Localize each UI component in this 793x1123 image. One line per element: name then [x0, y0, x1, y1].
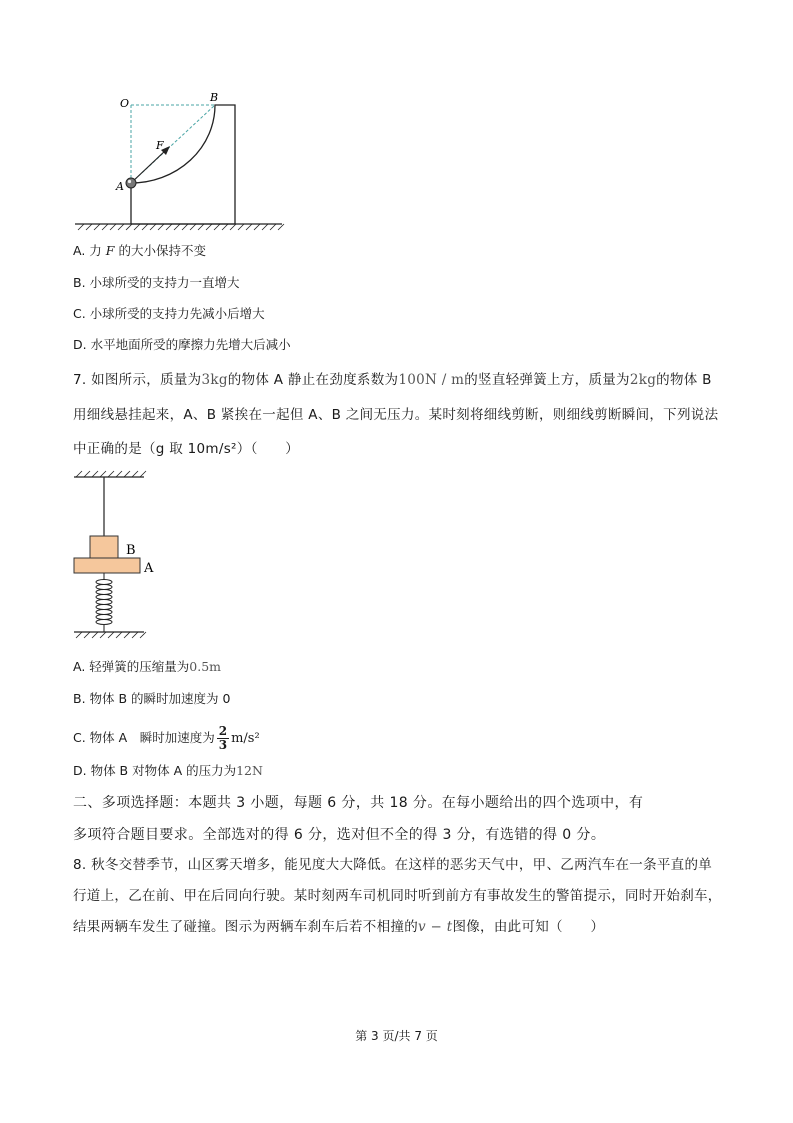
q6-option-a-prefix: A. 力: [73, 243, 102, 258]
q7-figure: [70, 468, 170, 643]
q7-option-d-text: D. 物体 B 对物体 A 的压力为: [73, 763, 237, 778]
q7-option-c-fraction: [217, 725, 229, 752]
q8-line3-part2: 图像，由此可知（ ）: [452, 919, 605, 935]
q7-line1-part3: 的竖直轻弹簧上方，质量为: [464, 372, 630, 388]
block-b: [90, 536, 118, 558]
q7-k-value: 100N / m: [398, 372, 465, 388]
q6-option-a: [73, 242, 206, 260]
ball: [126, 178, 136, 188]
q7-stem-line1: [73, 371, 712, 389]
label-b: B: [210, 91, 219, 104]
q6-option-a-var: F: [105, 243, 115, 258]
q8-line3-part1: 结果两辆车发生了碰撞。图示为两辆车刹车后若不相撞的: [73, 919, 418, 935]
curved-block: [131, 105, 235, 224]
floor-hatch: [76, 632, 146, 638]
page-footer: 第 3 页/共 7 页: [355, 1029, 438, 1043]
q7-option-a-text: A. 轻弹簧的压缩量为: [73, 659, 190, 674]
q7-option-c-numerator: 2: [218, 724, 228, 738]
q7-mass-b: 2kg: [629, 372, 657, 388]
q7-stem-line3: 中正确的是（g 取 10m/s²）（ ）: [73, 441, 300, 457]
section2-heading-line2: 多项符合题目要求。全部选对的得 6 分，选对但不全的得 3 分，有选错的得 0 分。: [73, 827, 606, 843]
q7-option-d-value: 12N: [236, 763, 263, 778]
q8-vt-symbol: v − t: [418, 919, 453, 935]
label-a: A: [116, 180, 124, 193]
block-b-label: B: [126, 543, 136, 558]
label-f: F: [156, 139, 164, 152]
q7-option-a-value: 0.5m: [189, 659, 222, 674]
block-a-label: A: [144, 561, 154, 576]
q7-option-c: [73, 718, 260, 759]
q7-option-c-unit: m/s²: [231, 731, 260, 746]
q8-stem-line1: 8. 秋冬交替季节，山区雾天增多，能见度大大降低。在这样的恶劣天气中，甲、乙两汽车在一条平直的单: [73, 857, 713, 873]
q7-line1-part2: 的物体 A 静止在劲度系数为: [227, 372, 399, 388]
ceiling-hatch: [76, 471, 146, 477]
q6-figure: [70, 88, 290, 233]
q6-option-b: B. 小球所受的支持力一直增大: [73, 275, 240, 290]
q7-mass-a: 3kg: [201, 372, 228, 388]
spring: [96, 573, 112, 632]
q7-stem-line2: 用细线悬挂起来，A、B 紧挨在一起但 A、B 之间无压力。某时刻将细线剪断，则细线剪断瞬间，下列说法: [73, 407, 719, 423]
q6-option-d: D. 水平地面所受的摩擦力先增大后减小: [73, 337, 291, 352]
q7-line1-part1: 7. 如图所示，质量为: [73, 372, 202, 388]
q6-option-a-suffix: 的大小保持不变: [118, 243, 206, 258]
ground-hatch: [78, 224, 284, 230]
section2-heading-line1: 二、多项选择题：本题共 3 小题，每题 6 分，共 18 分。在每小题给出的四个选项中，有: [73, 795, 644, 811]
ball-highlight: [128, 180, 131, 183]
q7-line1-part4: 的物体 B: [656, 372, 712, 388]
q8-stem-line2: 行道上，乙在前、甲在后同向行驶。某时刻两车司机同时听到前方有事故发生的警笛提示，同时开始刹车，: [73, 888, 722, 904]
q7-option-d: [73, 762, 263, 780]
q7-option-c-denominator: 3: [218, 738, 228, 752]
label-o: O: [120, 97, 130, 110]
q6-option-c: C. 小球所受的支持力先减小后增大: [73, 306, 265, 321]
q8-stem-line3: [73, 918, 604, 936]
q7-option-b: B. 物体 B 的瞬时加速度为 0: [73, 691, 231, 706]
q7-option-c-text: C. 物体 A 瞬时加速度为: [73, 730, 215, 745]
block-a: [74, 558, 140, 573]
q7-option-a: [73, 658, 221, 676]
